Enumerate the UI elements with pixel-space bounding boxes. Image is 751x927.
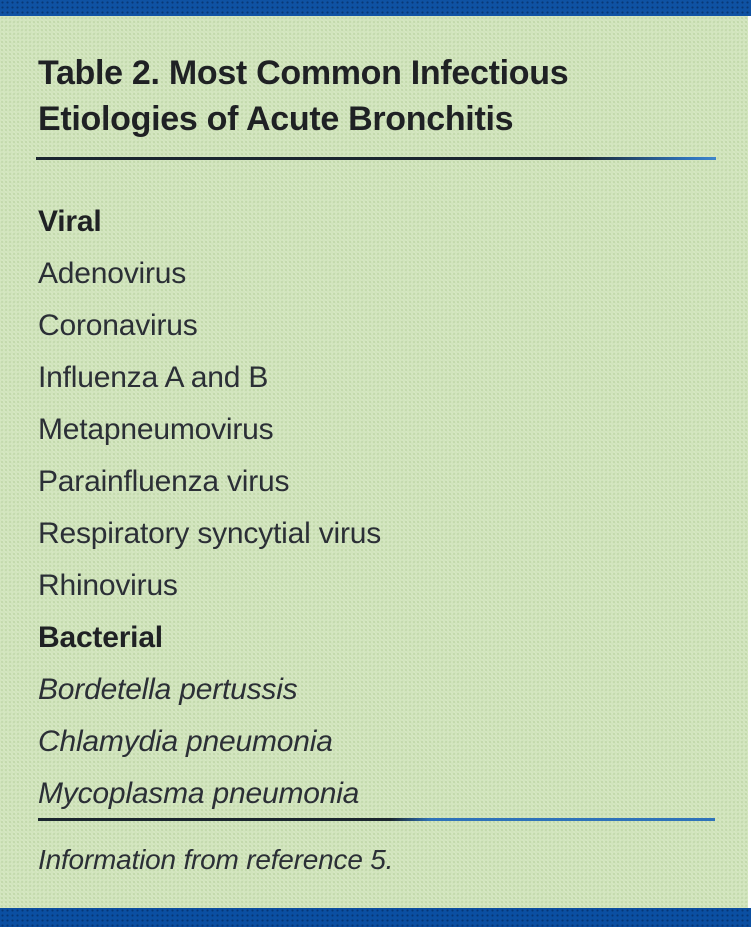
list-item-coronavirus: Coronavirus	[38, 309, 198, 342]
table-title	[38, 50, 568, 142]
section-heading-viral: Viral	[38, 205, 102, 238]
bottom-blue-band	[0, 908, 751, 927]
top-blue-band	[0, 0, 751, 16]
source-note: Information from reference 5.	[38, 844, 394, 875]
list-item-influenza-a-and-b: Influenza A and B	[38, 361, 269, 394]
list-item-rhinovirus: Rhinovirus	[38, 569, 178, 602]
list-item-metapneumovirus: Metapneumovirus	[38, 413, 274, 446]
list-item-mycoplasma-pneumonia: Mycoplasma pneumonia	[38, 777, 360, 810]
list-item-chlamydia-pneumonia: Chlamydia pneumonia	[38, 725, 333, 758]
table-title-line-1: Table 2. Most Common Infectious	[38, 54, 569, 92]
table-panel	[0, 16, 748, 908]
footnote-divider	[38, 818, 715, 821]
list-item-adenovirus: Adenovirus	[38, 257, 187, 290]
etiology-list	[38, 196, 381, 820]
title-divider	[36, 157, 716, 160]
list-item-parainfluenza-virus: Parainfluenza virus	[38, 465, 290, 498]
table-title-line-2: Etiologies of Acute Bronchitis	[38, 100, 514, 138]
section-heading-bacterial: Bacterial	[38, 621, 163, 654]
list-item-respiratory-syncytial-virus: Respiratory syncytial virus	[38, 517, 382, 550]
list-item-bordetella-pertussis: Bordetella pertussis	[38, 673, 298, 706]
